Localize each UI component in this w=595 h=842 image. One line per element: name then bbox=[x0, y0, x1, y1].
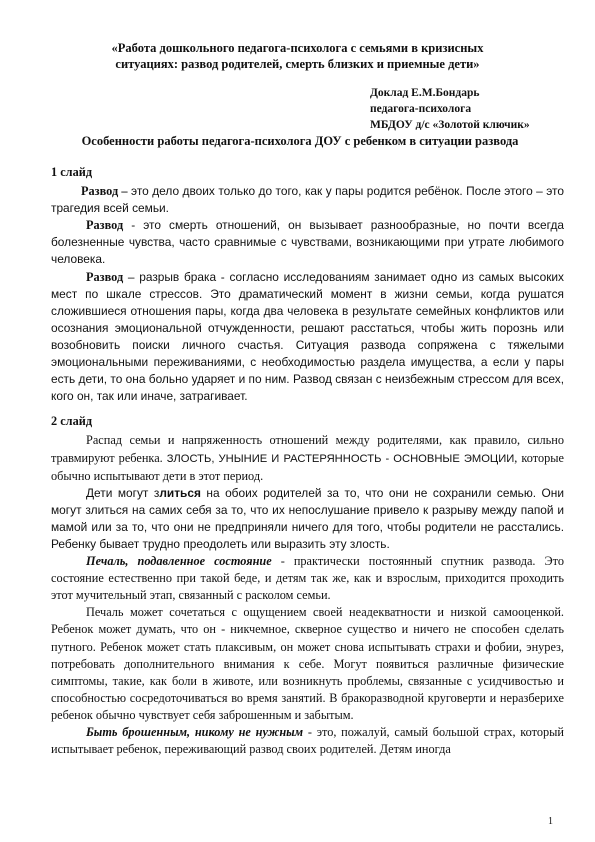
term-bold-italic: Быть брошенным, никому не нужным bbox=[86, 725, 304, 739]
paragraph-text: - это, пожалуй, самый большой страх, который испытывает ребенок, переживающий развод своих родителей. Детям иногда bbox=[51, 725, 564, 757]
paragraph bbox=[51, 432, 564, 484]
paragraph bbox=[51, 604, 564, 724]
paragraph bbox=[51, 553, 564, 604]
document-title bbox=[60, 40, 535, 72]
section-title: Особенности работы педагога-психолога ДОУ с ребенком в ситуации развода bbox=[81, 134, 519, 148]
paragraph-text: Распад семьи и напряженность отношений между родителями, как правило, сильно травмируют ребенка. bbox=[51, 433, 564, 465]
slide-2-heading: 2 слайд bbox=[51, 414, 93, 429]
paragraph-text: - практически постоянный спутник развода. Это состояние естественно при такой беде, и детям так же, как и взрослым, приходится проходить этот мучительный этап, связанный с расколом семьи. bbox=[51, 554, 564, 603]
paragraph bbox=[51, 724, 564, 758]
paragraph bbox=[51, 217, 564, 268]
paragraph bbox=[51, 269, 564, 406]
term-bold: литься bbox=[159, 485, 201, 500]
document-body bbox=[51, 164, 564, 758]
title-line-1: «Работа дошкольного педагога-психолога с семьями в кризисных bbox=[111, 41, 484, 55]
slide-1-heading: 1 слайд bbox=[51, 165, 93, 179]
term-bold-italic: Печаль, подавленное состояние bbox=[86, 554, 272, 569]
term-bold: Развод – bbox=[81, 184, 128, 199]
paragraph-text: , которые обычно испытывают дети в этот период. bbox=[51, 450, 564, 483]
paragraph bbox=[51, 183, 564, 217]
paragraph-text: – разрыв брака - согласно исследованиям занимает одно из самых высоких мест по шкале стрессов. Это драматический момент в жизни семьи, когда рушатся сложившиеся отношения пары, когда два человека в результате семейных конфликтов или осознания эмоциональной отчужденности, решают расстаться, чтобы жить порознь или возобновить поиски личного счастья. Ситуация развода сопряжена с тяжелыми эмоциональными переживаниями, с необходимостью раздела имущества, а если у пары есть дети, то она больно ударяет и по ним. Развод связан с неизбежным стрессом для всех, кого он, так или иначе, затрагивает. bbox=[51, 269, 564, 404]
author-block bbox=[370, 85, 570, 133]
author-name: Доклад Е.М.Бондарь bbox=[370, 87, 480, 99]
paragraph-text: Дети могут з bbox=[86, 485, 160, 500]
term-bold: Развод bbox=[86, 269, 124, 284]
author-organization: МБДОУ д/с «Золотой ключик» bbox=[370, 119, 530, 131]
paragraph-text: Печаль может сочетаться с ощущением своей неадекватности и низкой самооценкой. Ребенок может думать, что он - никчемное, скверное существо и ничего не способен сделать путного. Ребенок может стать плаксивым, он может снова испытывать страхи и фобии, энурез, потребовать дополнительного внимания к себе. Могут появиться различные физические симптомы, такие, как боли в животе, или возникнуть проблемы, связанные с усидчивостью и способностью сосредоточиваться во время занятий. В бракоразводной круговерти и неразберихе ребенок обычно чувствует себя заброшенным и забытым. bbox=[51, 605, 564, 722]
paragraph-text: это дело двоих только до того, как у пары родится ребёнок. После этого – это трагедия всей семьи. bbox=[51, 184, 564, 216]
paragraph bbox=[51, 485, 564, 553]
author-position: педагога-психолога bbox=[370, 103, 472, 115]
paragraph-text: на обоих родителей за то, что они не сохранили семью. Они могут злиться на самих себя за то, что их непослушание привело к разрыву между папой и мамой или за то, что они не предприняли ничего для того, чтобы родители не расстались. Ребенку бывает трудно преодолеть или выразить эту злость. bbox=[51, 485, 564, 551]
title-line-2: ситуациях: развод родителей, смерть близких и приемные дети» bbox=[115, 57, 480, 71]
term-bold: Развод bbox=[86, 218, 124, 233]
page-number: 1 bbox=[548, 816, 553, 827]
emotions-caps: ЗЛОСТЬ, УНЫНИЕ И РАСТЕРЯННОСТЬ - ОСНОВНЫЕ ЭМОЦИИ bbox=[166, 452, 515, 465]
paragraph-text: - это смерть отношений, он вызывает разнообразные, но почти всегда болезненные чувства, часто сравнимые с чувствами, возникающими при утрате любимого человека. bbox=[51, 218, 564, 267]
